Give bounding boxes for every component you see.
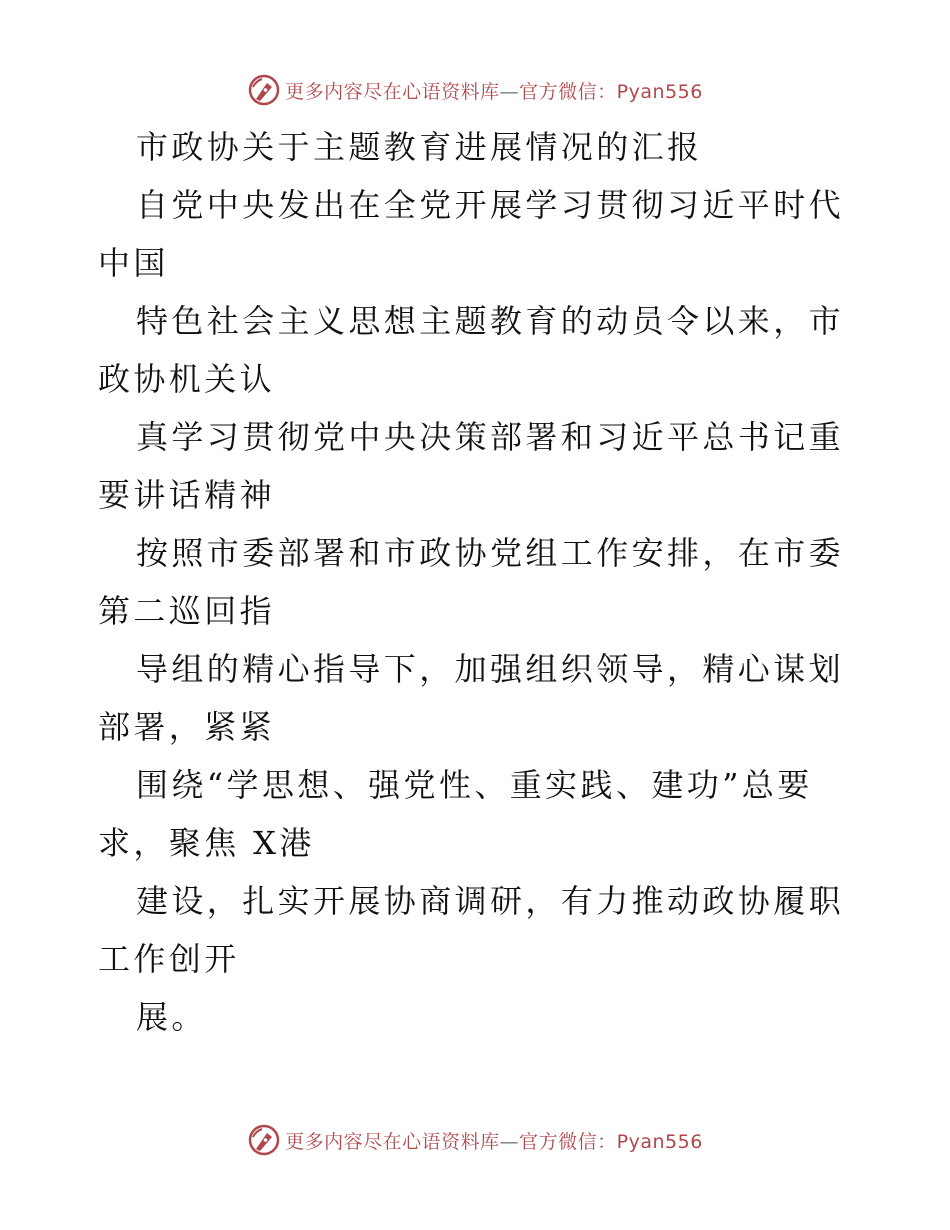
watermark-text: 更多内容尽在心语资料库—官方微信：Pyan556	[285, 80, 703, 103]
footer-watermark-banner	[0, 1120, 950, 1160]
paragraph-line: 围绕“学思想、强党性、重实践、建功”总要求，聚焦 X港	[98, 766, 813, 862]
pen-nib-logo-icon	[247, 1123, 281, 1157]
paragraph-line: 自党中央发出在全党开展学习贯彻习近平时代中国	[98, 186, 845, 282]
paragraph-line: 建设，扎实开展协商调研，有力推动政协履职工作创开	[98, 882, 845, 978]
document-title: 市政协关于主题教育进展情况的汇报	[136, 128, 703, 166]
paragraph-line: 展。	[136, 998, 207, 1036]
document-body	[98, 118, 858, 1046]
paragraph-line: 按照市委部署和市政协党组工作安排，在市委第二巡回指	[98, 534, 845, 630]
paragraph-line: 真学习贯彻党中央决策部署和习近平总书记重要讲话精神	[98, 418, 845, 514]
paragraph-line: 特色社会主义思想主题教育的动员令以来，市政协机关认	[98, 302, 845, 398]
header-watermark-banner	[0, 70, 950, 110]
watermark-text: 更多内容尽在心语资料库—官方微信：Pyan556	[285, 1130, 703, 1153]
paragraph-line: 导组的精心指导下，加强组织领导，精心谋划部署，紧紧	[98, 650, 845, 746]
pen-nib-logo-icon	[247, 73, 281, 107]
